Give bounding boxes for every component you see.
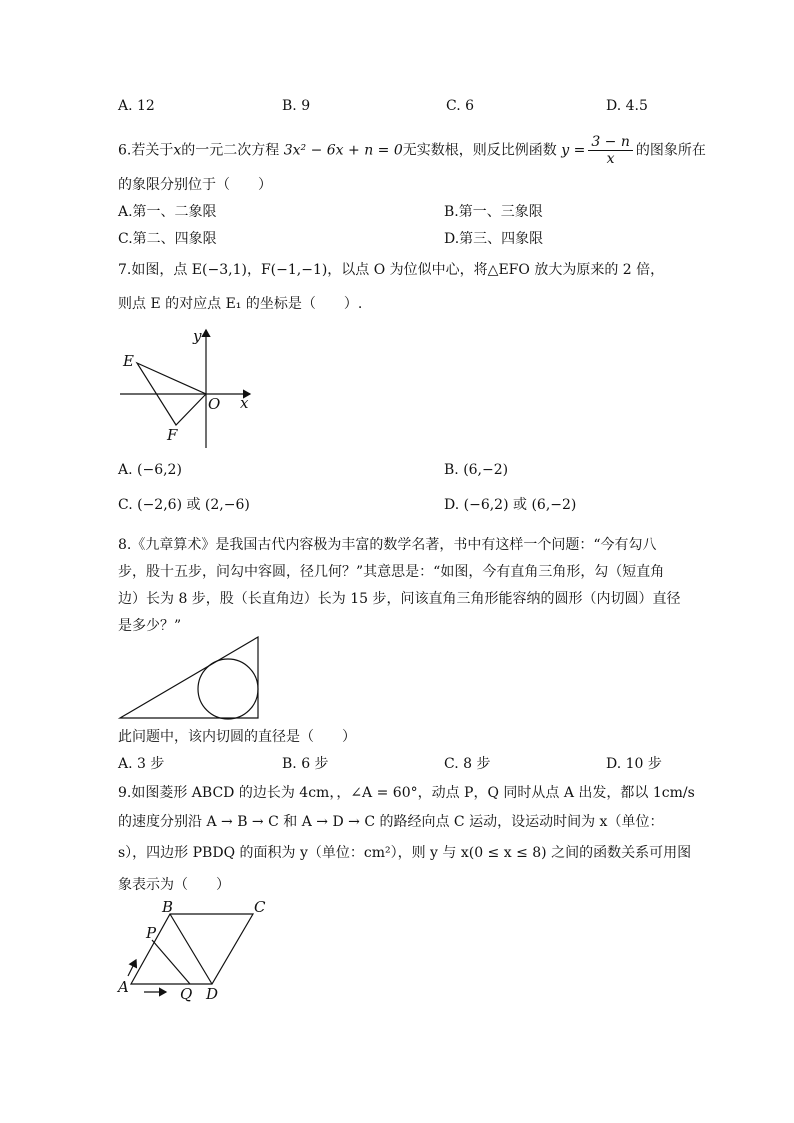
q7-label-y: y [193, 327, 202, 345]
q7-option-c: C. (−2,6) 或 (2,−6) [118, 497, 250, 513]
q6-fraction-numerator: 3 − n [588, 134, 633, 151]
q7-label-x: x [240, 394, 249, 412]
q8-right-triangle [120, 637, 258, 718]
q9-label-p: P [146, 924, 157, 942]
q7-stem-line1: 7.如图，点 E(−3,1)，F(−1,−1)，以点 O 为位似中心，将△EFO 放大为原来的 2 倍， [118, 262, 665, 278]
q9-label-d: D [206, 985, 219, 1003]
q8-stem-line1: 8.《九章算术》是我国古代内容极为丰富的数学名著，书中有这样一个问题：“今有勾八 [118, 537, 657, 553]
q5-option-a: A. 12 [118, 98, 155, 114]
q9-stem-line4: 象表示为（ ） [118, 877, 230, 893]
q6-prefix: 6.若关于 [118, 142, 174, 159]
q6-fraction-denominator: x [606, 151, 615, 167]
q7-option-d: D. (−6,2) 或 (6,−2) [444, 497, 577, 513]
q9-segment-pq [152, 940, 190, 984]
q6-function-lhs: y = [561, 142, 586, 159]
q6-equation: 3x² − 6x + n = 0 [283, 142, 403, 159]
q7-option-a: A. (−6,2) [118, 462, 182, 478]
q7-stem-line2: 则点 E 的对应点 E₁ 的坐标是（ ）. [118, 296, 363, 312]
q8-option-b: B. 6 步 [282, 756, 329, 772]
q6-option-d: D.第三、四象限 [444, 231, 544, 247]
q9-segment-bd [170, 914, 212, 984]
q6-option-b: B.第一、三象限 [444, 204, 543, 220]
q8-stem-line4: 是多少？” [118, 618, 182, 634]
q7-option-b: B. (6,−2) [444, 462, 509, 478]
q6-suffix: 的图象所在 [635, 142, 706, 159]
q9-stem-line3: s），四边形 PBDQ 的面积为 y（单位：cm²），则 y 与 x(0 ≤ x ≤ 8) 之间的函数关系可用图 [118, 845, 692, 861]
q6-option-c: C.第二、四象限 [118, 231, 217, 247]
q9-label-a: A [118, 978, 129, 996]
q6-stem-line2: 的象限分别位于（ ） [118, 177, 272, 193]
q7-label-o: O [208, 395, 221, 413]
q5-option-b: B. 9 [282, 98, 311, 114]
q8-stem-line3: 边）长为 8 步，股（长直角边）长为 15 步，问该直角三角形能容纳的圆形（内切圆）直径 [118, 591, 681, 607]
q5-option-d: D. 4.5 [606, 98, 648, 114]
q8-incircle [198, 659, 258, 719]
q8-option-a: A. 3 步 [118, 756, 165, 772]
q8-question: 此问题中，该内切圆的直径是（ ） [118, 729, 356, 745]
q8-option-d: D. 10 步 [606, 756, 662, 772]
q5-option-c: C. 6 [446, 98, 475, 114]
q8-option-c: C. 8 步 [444, 756, 491, 772]
q9-label-b: B [162, 898, 174, 916]
q6-mid1: 的一元二次方程 [181, 142, 280, 159]
q7-label-e: E [123, 352, 134, 370]
q9-stem-line1: 9.如图菱形 ABCD 的边长为 4cm，，∠A = 60°，动点 P，Q 同时从点 A 出发，都以 1cm/s [118, 785, 695, 801]
q9-label-c: C [254, 898, 266, 916]
q6-var-x: x [173, 142, 182, 159]
q9-arrow-ab [128, 960, 136, 976]
q7-label-f: F [167, 426, 178, 444]
q6-option-a: A.第一、二象限 [118, 204, 217, 220]
q9-label-q: Q [180, 985, 193, 1003]
q9-stem-line2: 的速度分别沿 A → B → C 和 A → D → C 的路经向点 C 运动，设运动时间为 x（单位： [118, 814, 664, 830]
q8-stem-line2: 步，股十五步，问勾中容圆，径几何？”其意思是：“如图，今有直角三角形，勾（短直角 [118, 564, 665, 580]
q6-mid2: 无实数根，则反比例函数 [402, 142, 557, 159]
